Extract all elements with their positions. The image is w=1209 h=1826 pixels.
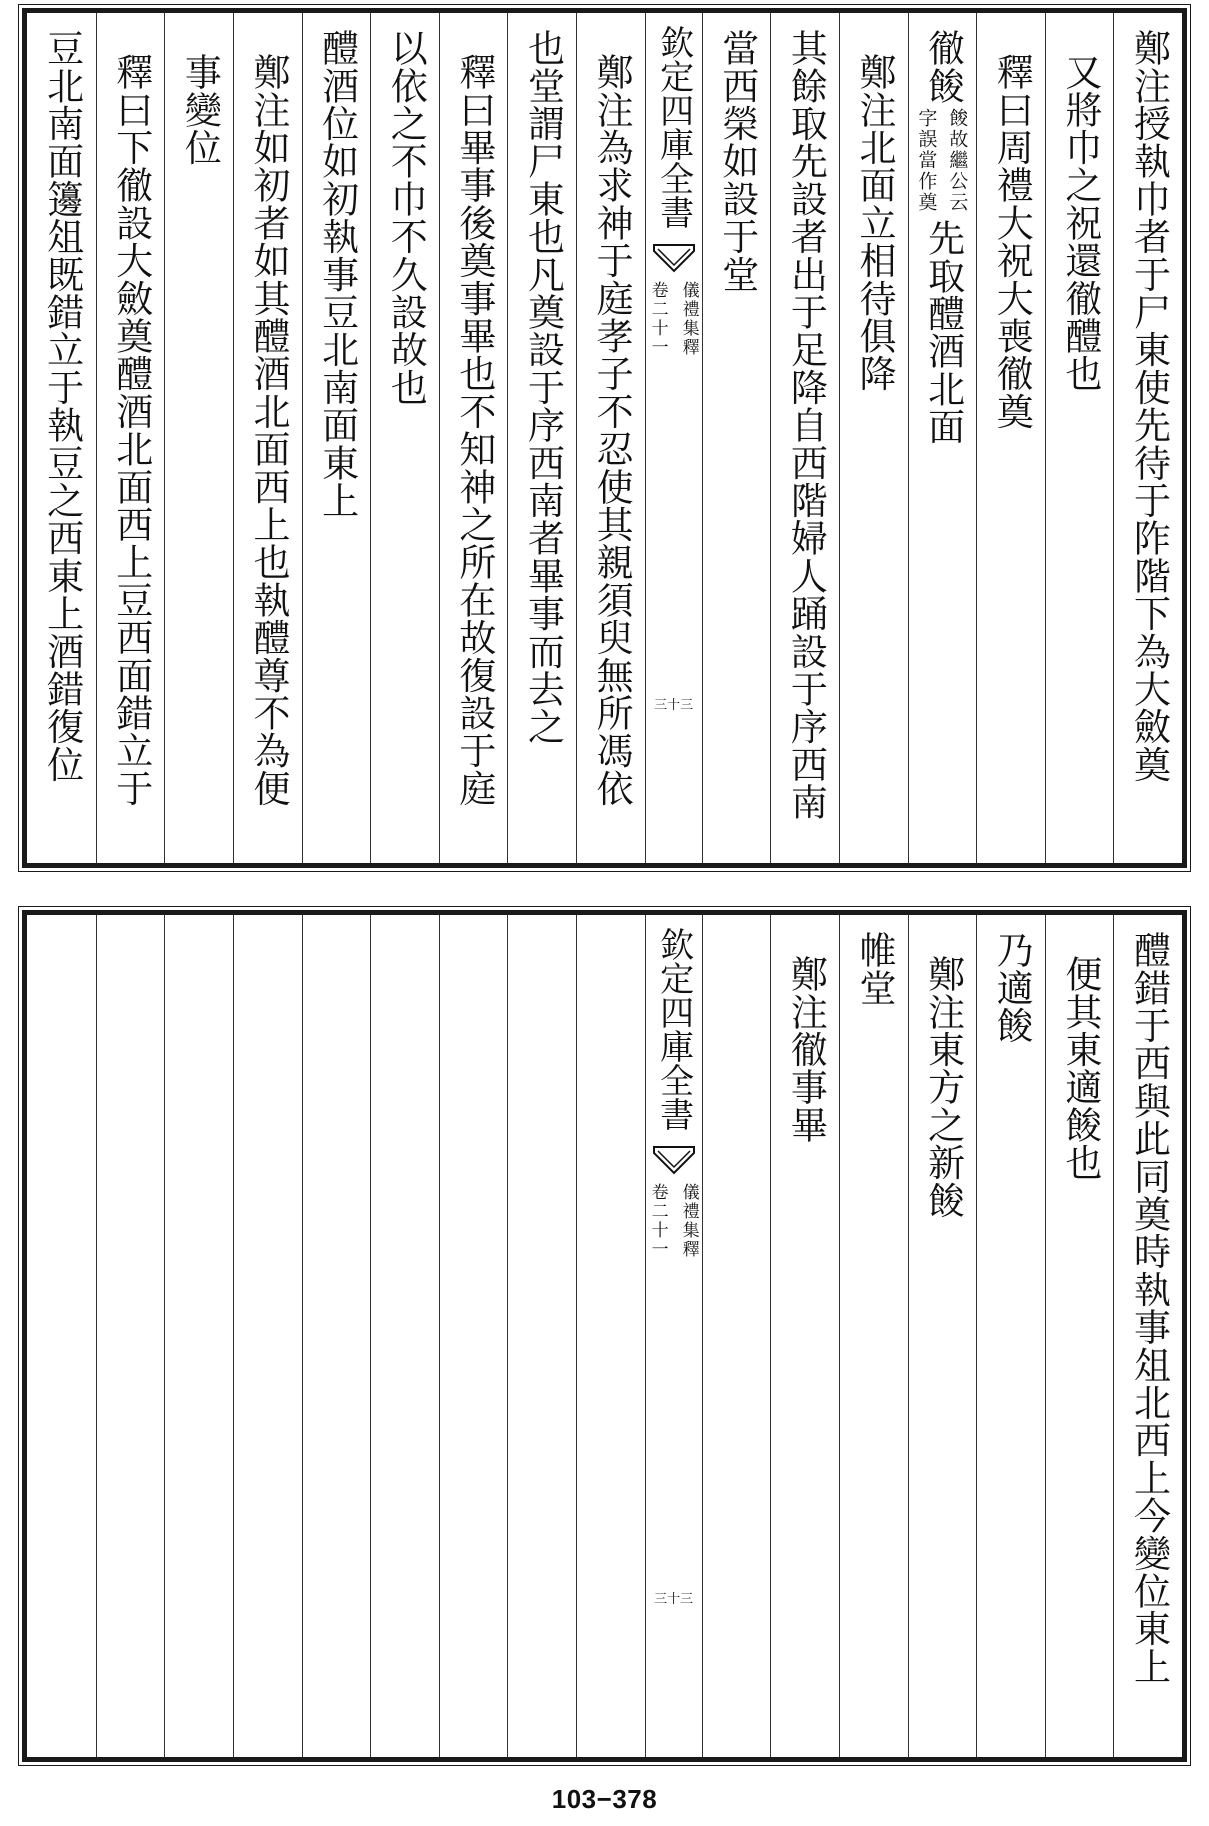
text-column: [1113, 915, 1182, 1757]
column-text: 鄭注如初者如其醴酒北面西上也執醴尊不為便: [247, 53, 291, 807]
margin-book-title: 儀禮集釋: [678, 281, 699, 357]
column-text: 也堂謂尸東也凡奠設于序西南者畢事而去之: [521, 29, 565, 746]
column-text: 醴酒位如初執事豆北南面東上: [315, 29, 359, 520]
text-column: [576, 915, 645, 1757]
column-text: 先取醴酒北面: [921, 219, 965, 446]
text-column: [1045, 13, 1114, 863]
folio-number: 三十三: [654, 1592, 694, 1607]
column-text: 帷堂: [853, 931, 897, 1007]
text-column-with-note: [908, 13, 977, 863]
column-text: 乃適餕: [990, 931, 1034, 1045]
column-text: 事變位: [178, 53, 222, 167]
margin-volume: 卷二十一: [647, 281, 668, 357]
column-text: 鄭注徹事畢: [784, 955, 828, 1144]
column-text: 徹餕: [921, 29, 965, 105]
text-column: [233, 13, 302, 863]
margin-title: 欽定四庫全書: [653, 927, 694, 1131]
center-margin: [645, 13, 702, 863]
text-column: [908, 915, 977, 1757]
column-text: 以依之不巾不久設故也: [384, 29, 428, 406]
column-text: 其餘取先設者出于足降自西階婦人踊設于序西南: [784, 29, 828, 821]
text-column: [702, 915, 771, 1757]
column-text: 便其東適餕也: [1058, 955, 1102, 1182]
column-text: 鄭注北面立相待俱降: [853, 53, 897, 393]
fishtail-ornament-icon: [652, 1145, 696, 1175]
top-page: [22, 8, 1187, 868]
text-column: [370, 915, 439, 1757]
text-column: [164, 915, 233, 1757]
text-column: [27, 915, 96, 1757]
column-text: 釋曰周禮大祝大喪徹奠: [990, 53, 1034, 430]
text-column: [302, 13, 371, 863]
bottom-page: [22, 910, 1187, 1762]
note-line: 餕故繼公云: [946, 108, 969, 214]
column-text: 釋曰畢事後奠事畢也不知神之所在故復設于庭: [452, 53, 496, 807]
text-column: [27, 13, 96, 863]
text-column: [839, 915, 908, 1757]
column-text: 鄭注授執巾者于尸東使先待于阼階下為大斂奠: [1127, 29, 1171, 783]
text-column: [1045, 915, 1114, 1757]
text-column: [976, 915, 1045, 1757]
text-column: [164, 13, 233, 863]
text-column: [770, 13, 839, 863]
margin-book-title: 儀禮集釋: [678, 1183, 699, 1259]
margin-book-info: [646, 281, 702, 357]
column-text: 醴錯于西與此同奠時執事俎北西上今變位東上: [1127, 931, 1171, 1685]
column-text: 釋曰下徹設大斂奠醴酒北面西上豆西面錯立于: [109, 53, 153, 807]
text-column: [576, 13, 645, 863]
text-column: [370, 13, 439, 863]
text-column: [439, 13, 508, 863]
note-line: 字誤當作奠: [915, 108, 938, 214]
text-column: [839, 13, 908, 863]
margin-book-info: [646, 1183, 702, 1259]
text-column: [1113, 13, 1182, 863]
margin-title: 欽定四庫全書: [653, 25, 694, 229]
column-text: 鄭注為求神于庭孝子不忍使其親須臾無所馮依: [590, 53, 634, 807]
column-text: 豆北南面籩俎既錯立于執豆之西東上酒錯復位: [40, 29, 84, 783]
text-column: [96, 915, 165, 1757]
text-column: [507, 915, 576, 1757]
text-column: [96, 13, 165, 863]
folio-number: 三十三: [654, 698, 694, 713]
text-column: [439, 915, 508, 1757]
center-margin: [645, 915, 702, 1757]
text-column: [233, 915, 302, 1757]
page-number: 103−378: [551, 1784, 658, 1814]
text-column: [770, 915, 839, 1757]
column-text: 鄭注東方之新餕: [921, 955, 965, 1219]
fishtail-ornament-icon: [652, 243, 696, 273]
column-text: 又將巾之祝還徹醴也: [1058, 53, 1102, 393]
column-text: 當西榮如設于堂: [715, 29, 759, 293]
interlinear-note: [913, 108, 971, 213]
margin-volume: 卷二十一: [647, 1183, 668, 1259]
text-column: [976, 13, 1045, 863]
text-column: [507, 13, 576, 863]
text-column: [302, 915, 371, 1757]
text-column: [702, 13, 771, 863]
